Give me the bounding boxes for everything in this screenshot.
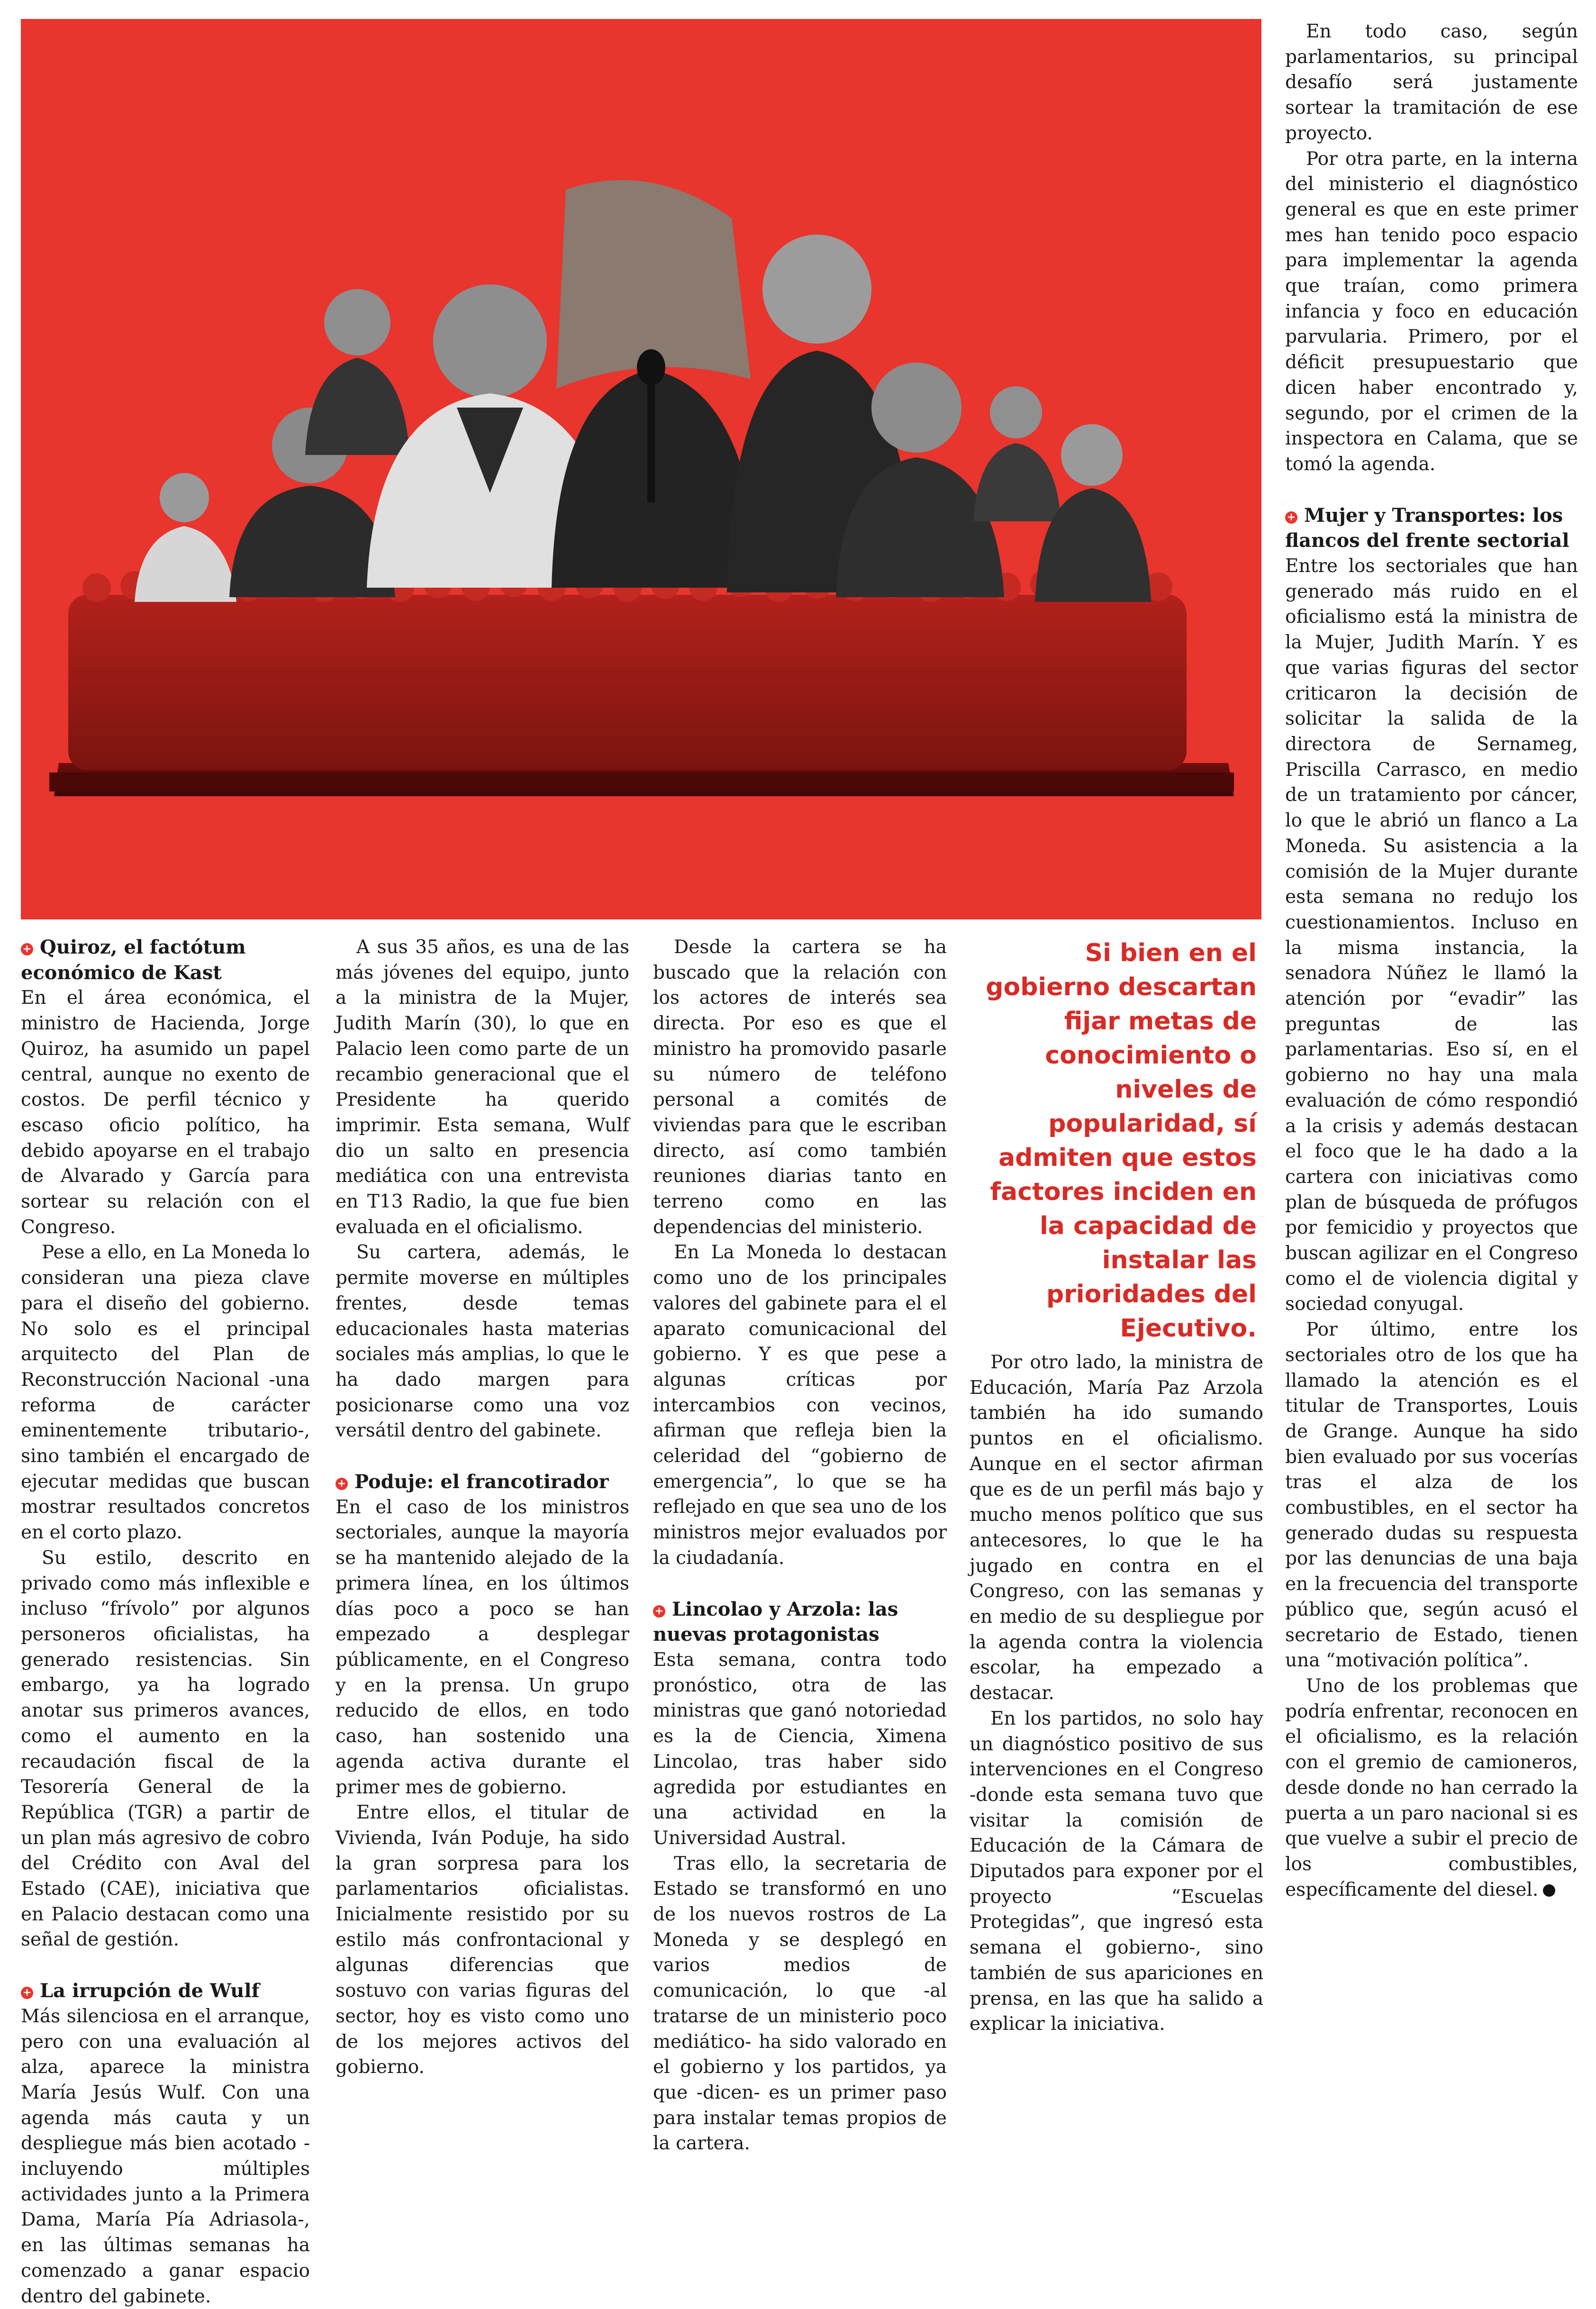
section-heading-poduje: + Poduje: el francotirador (336, 1469, 629, 1495)
paragraph: Más silenciosa en el arranque, pero con una evaluación al alza, aparece la ministra María Jesús Wulf. Con una agenda más cauta y un despliegue más bien acotado -incluyendo múltiples actividades junto a la Primera Dama, María Pía Adriasola-, en las últimas semanas ha comenzado a ganar espacio dentro del gabinete. (21, 2005, 310, 2307)
section-bullet-icon: + (1285, 511, 1297, 524)
paragraph: Por otro lado, la ministra de Educación, María Paz Arzola también ha ido sumando puntos en el oficialismo. Aunque en el sector afirman que es de un perfil más bajo y mucho menos político que sus antecesores, lo que le ha jugado en contra en el Congreso, con las semanas y en medio de su despliegue por la agenda contra la violencia escolar, ha empezado a destacar. (970, 1352, 1263, 1704)
paragraph: Por otra parte, en la interna del ministerio el diagnóstico general es que en este primer mes han tenido poco espacio para implementar la agenda que traían, como primera infancia y foco en educación parvularia. Primero, por el déficit presupuestario que dicen haber encontrado y, segundo, por el crimen de la inspectora en Calama, que se tomó la agenda. (1285, 148, 1578, 475)
paragraph: En el caso de los ministros sectoriales, aunque la mayoría se ha mantenido alejado de la primera línea, en los últimos días poco a poco se han empezado a desplegar públicamente, en el Congreso y en la prensa. Un grupo reducido de ellos, en todo caso, han sostenido una agenda activa durante el primer mes de gobierno. (336, 1496, 629, 1798)
paragraph: A sus 35 años, es una de las más jóvenes del equipo, junto a la ministra de la Mujer, Judith Marín (30), lo que en Palacio leen como parte de un recambio generacional que el Presidente ha querido imprimir. Esta semana, Wulf dio un salto en presencia mediática con una entrevista en T13 Radio, la que fue bien evaluada en el oficialismo. (336, 936, 629, 1238)
paragraph: Su cartera, además, le permite moverse en múltiples frentes, desde temas educacionales hasta materias sociales más amplias, lo que le ha dado margen para posicionarse como una voz versátil dentro del gabinete. (336, 1242, 629, 1442)
paragraph: Entre los sectoriales que han generado más ruido en el oficialismo está la ministra de la Mujer, Judith Marín. Y es que varias figuras del sector criticaron la decisión de solicitar la salida de la directora de Sernameg, Priscilla Carrasco, en medio de un tratamiento por cáncer, lo que le abrió un flanco a La Moneda. Su asistencia a la comisión de la Mujer durante esta semana no redujo los cuestionamientos. Incluso en la misma instancia, la senadora Núñez le llamó la atención por “evadir” las preguntas de las parlamentarias. Eso sí, en el gobierno no hay una mala evaluación de cómo respondió a la crisis y además destacan el foco que le ha dado a la cartera con iniciativas como plan de búsqueda de prófugos por femicidio y proyectos que buscan agilizar en el Congreso como el de violencia digital y sociedad conyugal. (1285, 555, 1578, 1315)
paragraph: Su estilo, descrito en privado como más inflexible e incluso “frívolo” por algunos personeros oficialistas, ha generado resistencias. Sin embargo, ya ha logrado anotar sus primeros avances, como el aumento en la recaudación fiscal de la Tesorería General de la República (TGR) a partir de un plan más agresivo de cobro del Crédito con Aval del Estado (CAE), iniciativa que en Palacio destacan como una señal de gestión. (21, 1547, 310, 1951)
paragraph: Desde la cartera se ha buscado que la relación con los actores de interés sea directa. Por eso es que el ministro ha promovido pasarle su número de teléfono personal a comités de viviendas para que le escriban directo, así como también reuniones diarias tanto en terreno como en las dependencias del ministerio. (653, 936, 947, 1238)
section-bullet-icon: + (336, 1478, 348, 1490)
paragraph: Por último, entre los sectoriales otro de los que ha llamado la atención es el titular de Transportes, Louis de Grange. Aunque ha sido bien evaluado por sus vocerías tras el alza de los combustibles, en el sector ha generado dudas su respuesta por las denuncias de una baja en la frecuencia del transporte público que, según acusó el secretario de Estado, tienen una “motivación política”. (1285, 1319, 1578, 1672)
section-bullet-icon: + (21, 943, 33, 955)
section-heading-quiroz: + Quiroz, el factótum económico de Kast (21, 936, 246, 984)
paragraph: Esta semana, contra todo pronóstico, otra de las ministras que ganó notoriedad es la de Ciencia, Ximena Lincolao, tras haber sido agredida por estudiantes en una actividad en la Universidad Austral. (653, 1649, 947, 1849)
paragraph: Tras ello, la secretaria de Estado se transformó en uno de los nuevos rostros de La Moneda y se desplegó en varios medios de comunicación, lo que -al tratarse de un ministerio poco mediático- ha sido valorado en el gobierno y los partidos, ya que -dicen- es un primer paso para instalar temas propios de la cartera. (653, 1853, 947, 2154)
paragraph: En La Moneda lo destacan como uno de los principales valores del gabinete para el el aparato comunicacional del gobierno. Y es que pese a algunas críticas por intercambios con vecinos, afirman que refleja bien la celeridad del “gobierno de emergencia”, lo que se ha reflejado en que sea uno de los ministros mejor evaluados por la ciudadanía. (653, 1242, 947, 1569)
column-3 (653, 935, 947, 2156)
cabinet-illustration (21, 19, 1261, 919)
paragraph: Uno de los problemas que podría enfrentar, reconocen en el oficialismo, es la relación con el gremio de camioneros, desde donde no han cerrado la puerta a un paro nacional si es que vuelve a subir el precio de los combustibles, específicamente del diesel. (1285, 1675, 1578, 1900)
section-bullet-icon: + (653, 1605, 665, 1618)
cabinet-photo (21, 19, 1261, 919)
paragraph: En el área económica, el ministro de Hacienda, Jorge Quiroz, ha asumido un papel central, aunque no exento de costos. De perfil técnico y escaso oficio político, ha debido apoyarse en el trabajo de Alvarado y García para sortear su relación con el Congreso. (21, 987, 310, 1238)
paragraph: Entre ellos, el titular de Vivienda, Iván Poduje, ha sido la gran sorpresa para los parlamentarios oficialistas. Inicialmente resistido por su estilo más confrontacional y algunas diferencias que sostuvo con varias figuras del sector, hoy es visto como uno de los mejores activos del gobierno. (336, 1802, 629, 2078)
column-1 (21, 935, 310, 2309)
paragraph: En todo caso, según parlamentarios, su principal desafío será justamente sortear la tramitación de ese proyecto. (1285, 21, 1578, 144)
paragraph: Pese a ello, en La Moneda lo consideran una pieza clave para el diseño del gobierno. No solo es el principal arquitecto del Plan de Reconstrucción Nacional -una reforma de carácter eminentemente tributario-, sino también el encargado de ejecutar medidas que buscan mostrar resultados concretos en el corto plazo. (21, 1242, 310, 1544)
end-mark-icon (1543, 1884, 1555, 1897)
section-bullet-icon: + (21, 1987, 33, 1999)
section-heading-wulf: + La irrupción de Wulf (21, 1978, 310, 2004)
column-2 (336, 935, 629, 2080)
section-heading-mujer: + Mujer y Transportes: los flancos del frente sectorial (1285, 504, 1569, 552)
pull-quote: Si bien en el gobierno descartan fijar metas de conocimiento o niveles de popularidad, sí admiten que estos factores inciden en la capacidad de instalar las prioridades del Ejecutivo. (986, 939, 1257, 1343)
column-5 (1285, 19, 1578, 1902)
column-4 (970, 1350, 1263, 2037)
paragraph: En los partidos, no solo hay un diagnóstico positivo de sus intervenciones en el Congreso -donde esta semana tuvo que visitar la comisión de Educación de la Cámara de Diputados para exponer por el proyecto “Escuelas Protegidas”, que ingresó esta semana el gobierno-, sino también de sus apariciones en prensa, en las que ha salido a explicar la iniciativa. (970, 1708, 1263, 2035)
section-heading-lincolao: + Lincolao y Arzola: las nuevas protagonistas (653, 1598, 898, 1646)
